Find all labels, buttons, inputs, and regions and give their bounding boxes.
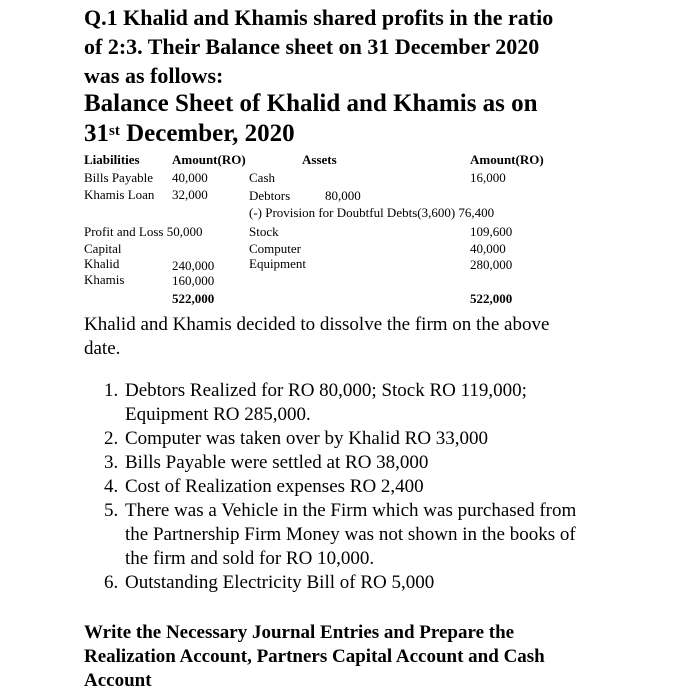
assets-total: 522,000 (470, 291, 513, 306)
khamis-label: Khamis (84, 272, 125, 287)
list-item-number: 3. (104, 452, 119, 473)
capital-label: Capital (84, 241, 122, 256)
debtors-amount: 80,000 (325, 188, 361, 203)
computer-amount: 40,000 (470, 241, 506, 256)
liabilities-total: 522,000 (172, 291, 215, 306)
computer-label: Computer (249, 241, 301, 256)
bills-payable-amount: 40,000 (172, 170, 208, 185)
list-item-number: 6. (104, 572, 119, 593)
stock-label: Stock (249, 224, 279, 239)
title-date-rest: December, 2020 (119, 120, 295, 147)
list-item-text: Outstanding Electricity Bill of RO 5,000 (125, 572, 435, 593)
list-item-text: Equipment RO 285,000. (125, 404, 311, 425)
list-item-number: 2. (104, 428, 119, 449)
balance-sheet-title-line-2 (84, 120, 295, 148)
profit-loss-label: Profit and Loss 50,000 (84, 224, 203, 239)
bills-payable-label: Bills Payable (84, 170, 153, 185)
list-item-text: Cost of Realization expenses RO 2,400 (125, 476, 424, 497)
title-day: 31 (84, 120, 109, 147)
equipment-amount: 280,000 (470, 257, 513, 272)
list-item-text: Debtors Realized for RO 80,000; Stock RO 119,000; (125, 380, 527, 401)
header-liabilities: Liabilities (84, 152, 140, 167)
title-day-suffix: st (109, 123, 120, 139)
list-item-text: Bills Payable were settled at RO 38,000 (125, 452, 429, 473)
instruction-line-1: Write the Necessary Journal Entries and Prepare the (84, 622, 515, 643)
khamis-amount: 160,000 (172, 273, 215, 288)
header-amount-right: Amount(RO) (470, 152, 544, 167)
equipment-label: Equipment (249, 256, 307, 271)
header-amount-left: Amount(RO) (172, 152, 246, 167)
khalid-amount: 240,000 (172, 258, 215, 273)
list-item-text: the Partnership Firm Money was not shown in the books of (125, 524, 576, 545)
dissolve-line-1: Khalid and Khamis decided to dissolve the firm on the above (84, 314, 550, 335)
question-line-3: was as follows: (84, 63, 224, 88)
provision-line: (-) Provision for Doubtful Debts(3,600) 76,400 (249, 205, 495, 220)
instruction-line-3: Account (84, 670, 152, 691)
debtors-label: Debtors (249, 188, 291, 203)
list-item-text: the firm and sold for RO 10,000. (125, 548, 375, 569)
question-line-2: of 2:3. Their Balance sheet on 31 December 2020 (84, 34, 540, 59)
instruction-line-2: Realization Account, Partners Capital Account and Cash (84, 646, 545, 667)
cash-label: Cash (249, 170, 275, 185)
khamis-loan-label: Khamis Loan (84, 187, 155, 202)
question-line-1: Q.1 Khalid and Khamis shared profits in the ratio (84, 5, 554, 30)
list-item-text: There was a Vehicle in the Firm which was purchased from (125, 500, 577, 521)
header-assets: Assets (302, 152, 337, 167)
balance-sheet-title-line-1: Balance Sheet of Khalid and Khamis as on (84, 90, 538, 117)
list-item-text: Computer was taken over by Khalid RO 33,000 (125, 428, 489, 449)
dissolve-line-2: date. (84, 338, 121, 359)
khalid-label: Khalid (84, 256, 120, 271)
stock-amount: 109,600 (470, 224, 513, 239)
list-item-number: 5. (104, 500, 119, 521)
cash-amount: 16,000 (470, 170, 506, 185)
list-item-number: 4. (104, 476, 119, 497)
list-item-number: 1. (104, 380, 119, 401)
khamis-loan-amount: 32,000 (172, 187, 208, 202)
